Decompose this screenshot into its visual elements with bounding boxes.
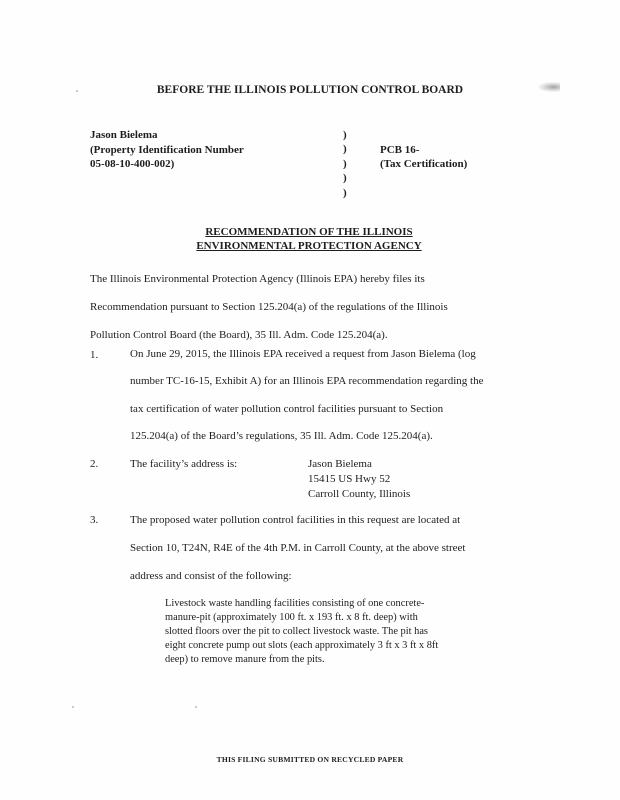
recycled-paper-footer [0,755,620,765]
item-1-text [130,341,483,450]
item-1-line: number TC-16-15, Exhibit A) for an Illinois EPA recommendation regarding the [130,375,484,388]
scan-speck [195,706,197,708]
quote-line: deep) to remove manure from the pits. [165,654,325,665]
caption-paren: ) [343,129,347,141]
item-3-line: address and consist of the following: [130,570,292,582]
item-1-line: tax certification of water pollution control facilities pursuant to Section [130,402,444,415]
item-2-label: The facility’s address is: [130,458,238,470]
quote-line: manure-pit (approximately 100 ft. x 193 ft. x 8 ft. deep) with [165,612,418,623]
quote-line: eight concrete pump out slots (each approximately 3 ft x 3 ft x 8ft [165,640,439,651]
item-1-line: On June 29, 2015, the Illinois EPA received a request from Jason Bielema (log [130,348,476,360]
intro-line: The Illinois Environmental Protection Agency (Illinois EPA) hereby files its [90,273,425,285]
facility-description-quote [165,597,438,667]
board-title [0,83,620,97]
intro-line: Recommendation pursuant to Section 125.204(a) of the regulations of the Illinois [90,301,448,313]
quote-line: Livestock waste handling facilities consisting of one concrete- [165,598,425,609]
caption-paren: ) [343,172,347,185]
quote-line: slotted floors over the pit to collect livestock waste. The pit has [165,626,428,637]
item-3-line: The proposed water pollution control facilities in this request are located at [130,514,461,526]
address-street: 15415 US Hwy 52 [308,473,391,485]
item-1-number: 1. [90,349,99,361]
caption-case [380,143,467,172]
address-name: Jason Bielema [308,458,372,470]
address-county: Carroll County, Illinois [308,488,411,500]
facility-address [308,457,410,502]
caption-pin-label: (Property Identification Number [90,143,244,156]
item-3-text [130,506,465,590]
caption-paren: ) [343,186,347,199]
item-3-line: Section 10, T24N, R4E of the 4th P.M. in Carroll County, at the above street [130,542,466,554]
caption-paren: ) [343,143,347,156]
caption-paren: ) [343,157,347,170]
intro-line: Pollution Control Board (the Board), 35 Ill. Adm. Code 125.204(a). [90,329,388,341]
caption-pin-number: 05-08-10-400-002) [90,158,175,170]
document-heading [0,225,618,253]
item-3-number: 3. [90,514,99,526]
board-title-text: BEFORE THE ILLINOIS POLLUTION CONTROL BOARD [156,84,464,96]
caption-party [90,128,244,172]
intro-paragraph [90,265,448,349]
footer-text: THIS FILING SUBMITTED ON RECYCLED PAPER [216,755,404,764]
item-2-number: 2. [90,458,99,470]
item-1-line: 125.204(a) of the Board’s regulations, 35 Ill. Adm. Code 125.204(a). [130,429,433,442]
caption-party-name: Jason Bielema [90,129,158,141]
scan-speck [72,706,74,708]
caption-case-type: (Tax Certification) [380,158,468,170]
heading-line-1: RECOMMENDATION OF THE ILLINOIS [205,226,413,238]
heading-line-2: ENVIRONMENTAL PROTECTION AGENCY [196,240,422,252]
caption-parens [343,128,347,200]
caption-case-number: PCB 16- [380,143,420,156]
